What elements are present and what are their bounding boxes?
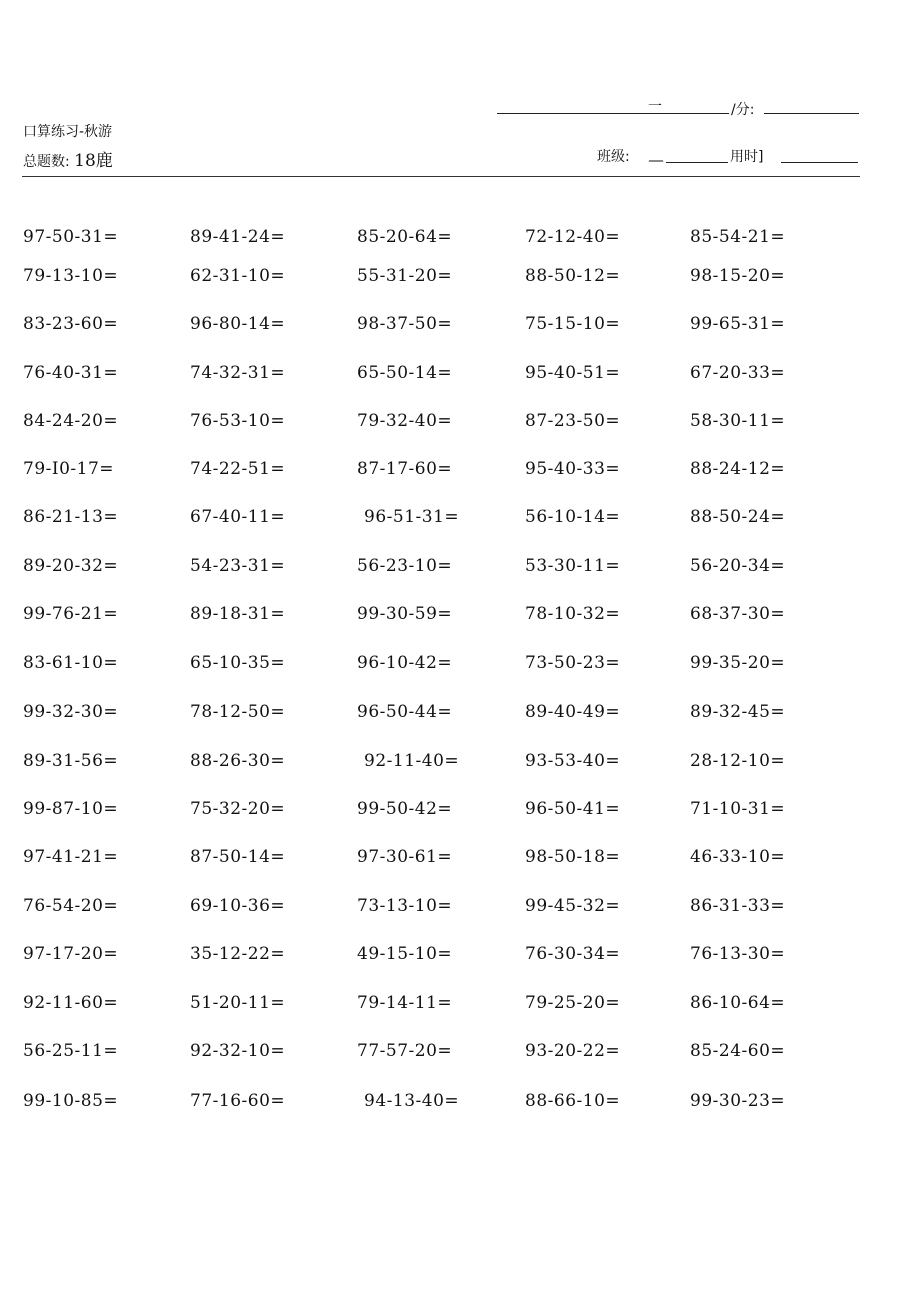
problem-item: 65-10-35=: [190, 653, 286, 673]
score-underline-right[interactable]: [764, 113, 859, 114]
problem-item: 85-20-64=: [357, 227, 453, 247]
problem-item: 97-30-61=: [357, 847, 453, 867]
problem-item: 89-20-32=: [23, 556, 119, 576]
problem-item: 68-37-30=: [690, 604, 786, 624]
problem-item: 56-20-34=: [690, 556, 786, 576]
worksheet-title: 口算练习-秋游: [23, 124, 113, 140]
problem-item: 97-41-21=: [23, 847, 119, 867]
problem-item: 95-40-51=: [525, 363, 621, 383]
problem-item: 72-12-40=: [525, 227, 621, 247]
problem-item: 99-45-32=: [525, 896, 621, 916]
problem-item: 98-37-50=: [357, 314, 453, 334]
class-blank: __: [649, 146, 663, 162]
problem-item: 96-50-41=: [525, 799, 621, 819]
problem-item: 86-21-13=: [23, 507, 119, 527]
problem-item: 99-30-59=: [357, 604, 453, 624]
problem-item: 49-15-10=: [357, 944, 453, 964]
total-label: [23, 146, 113, 171]
problem-item: 86-10-64=: [690, 993, 786, 1013]
problem-item: 75-15-10=: [525, 314, 621, 334]
problem-item: 88-50-24=: [690, 507, 786, 527]
problem-item: 77-16-60=: [190, 1091, 286, 1111]
problem-item: 62-31-10=: [190, 266, 286, 286]
problem-item: 99-32-30=: [23, 702, 119, 722]
problem-item: 89-31-56=: [23, 751, 119, 771]
total-value: 18鹿: [74, 151, 113, 171]
problem-item: 99-65-31=: [690, 314, 786, 334]
problem-item: 96-50-44=: [357, 702, 453, 722]
problem-item: 58-30-11=: [690, 411, 786, 431]
problem-item: 76-53-10=: [190, 411, 286, 431]
problem-item: 53-30-11=: [525, 556, 621, 576]
problem-item: 83-23-60=: [23, 314, 119, 334]
problem-item: 88-66-10=: [525, 1091, 621, 1111]
problem-item: 76-30-34=: [525, 944, 621, 964]
problem-item: 87-50-14=: [190, 847, 286, 867]
problem-item: 89-41-24=: [190, 227, 286, 247]
problem-item: 56-25-11=: [23, 1041, 119, 1061]
problem-item: 79-14-11=: [357, 993, 453, 1013]
problem-item: 93-53-40=: [525, 751, 621, 771]
problem-item: 79-I0-17=: [23, 459, 115, 479]
problem-item: 97-50-31=: [23, 227, 119, 247]
problem-item: 46-33-10=: [690, 847, 786, 867]
problem-item: 99-35-20=: [690, 653, 786, 673]
problem-item: 89-32-45=: [690, 702, 786, 722]
problem-item: 96-51-31=: [364, 507, 460, 527]
problem-item: 96-80-14=: [190, 314, 286, 334]
total-label-text: 总题数:: [23, 154, 70, 170]
problem-item: 93-20-22=: [525, 1041, 621, 1061]
problem-item: 55-31-20=: [357, 266, 453, 286]
problem-item: 97-17-20=: [23, 944, 119, 964]
problem-item: 75-32-20=: [190, 799, 286, 819]
problem-item: 89-18-31=: [190, 604, 286, 624]
problem-item: 88-26-30=: [190, 751, 286, 771]
problem-item: 98-15-20=: [690, 266, 786, 286]
class-label: 班级:: [597, 149, 630, 165]
problem-item: 86-31-33=: [690, 896, 786, 916]
problem-item: 76-13-30=: [690, 944, 786, 964]
problem-item: 98-50-18=: [525, 847, 621, 867]
problem-item: 79-13-10=: [23, 266, 119, 286]
problem-item: 35-12-22=: [190, 944, 286, 964]
problem-item: 54-23-31=: [190, 556, 286, 576]
problem-item: 73-13-10=: [357, 896, 453, 916]
problem-item: 83-61-10=: [23, 653, 119, 673]
problem-item: 92-11-60=: [23, 993, 119, 1013]
problem-item: 76-40-31=: [23, 363, 119, 383]
problem-item: 85-54-21=: [690, 227, 786, 247]
problem-item: 85-24-60=: [690, 1041, 786, 1061]
problem-item: 74-22-51=: [190, 459, 286, 479]
problem-item: 74-32-31=: [190, 363, 286, 383]
problem-item: 99-87-10=: [23, 799, 119, 819]
problem-item: 67-20-33=: [690, 363, 786, 383]
problem-item: 28-12-10=: [690, 751, 786, 771]
problem-item: 78-10-32=: [525, 604, 621, 624]
problem-item: 69-10-36=: [190, 896, 286, 916]
problem-item: 96-10-42=: [357, 653, 453, 673]
problem-item: 99-76-21=: [23, 604, 119, 624]
problem-item: 87-23-50=: [525, 411, 621, 431]
problem-item: 79-25-20=: [525, 993, 621, 1013]
time-underline[interactable]: [781, 162, 858, 163]
problem-item: 99-30-23=: [690, 1091, 786, 1111]
problem-item: 73-50-23=: [525, 653, 621, 673]
score-label: /分:: [731, 102, 755, 118]
problem-item: 99-10-85=: [23, 1091, 119, 1111]
problem-item: 84-24-20=: [23, 411, 119, 431]
score-underline-left: [497, 113, 729, 114]
problem-item: 87-17-60=: [357, 459, 453, 479]
problem-item: 76-54-20=: [23, 896, 119, 916]
problem-item: 56-23-10=: [357, 556, 453, 576]
problem-item: 67-40-11=: [190, 507, 286, 527]
problem-item: 78-12-50=: [190, 702, 286, 722]
score-dash: 一: [648, 99, 662, 115]
problem-item: 51-20-11=: [190, 993, 286, 1013]
problem-item: 99-50-42=: [357, 799, 453, 819]
problem-item: 71-10-31=: [690, 799, 786, 819]
problem-item: 77-57-20=: [357, 1041, 453, 1061]
time-label: 用时]: [730, 149, 764, 165]
class-underline[interactable]: [666, 162, 728, 163]
problem-item: 92-32-10=: [190, 1041, 286, 1061]
problem-item: 56-10-14=: [525, 507, 621, 527]
problem-item: 92-11-40=: [364, 751, 460, 771]
problem-item: 94-13-40=: [364, 1091, 460, 1111]
problem-item: 88-50-12=: [525, 266, 621, 286]
problem-item: 88-24-12=: [690, 459, 786, 479]
problem-item: 95-40-33=: [525, 459, 621, 479]
problem-item: 89-40-49=: [525, 702, 621, 722]
header-divider: [22, 176, 860, 177]
problem-item: 65-50-14=: [357, 363, 453, 383]
problem-item: 79-32-40=: [357, 411, 453, 431]
